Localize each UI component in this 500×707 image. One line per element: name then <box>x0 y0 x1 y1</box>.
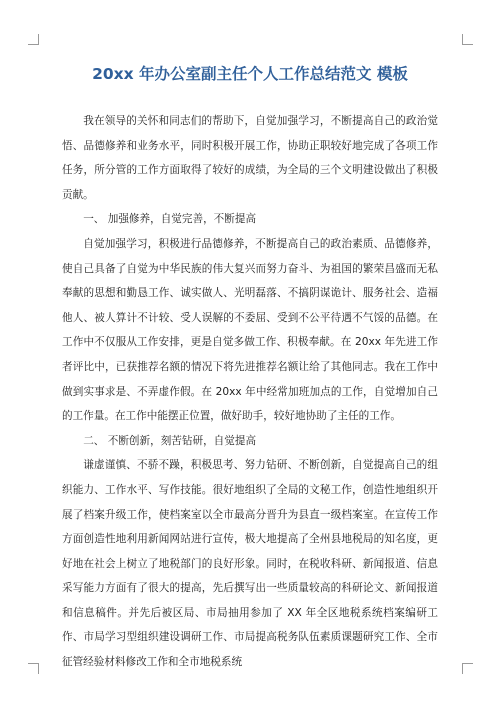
document-page <box>62 60 438 675</box>
crop-mark-bottom-left <box>28 663 39 674</box>
document-title: 20xx 年办公室副主任个人工作总结范文 模板 <box>92 65 408 83</box>
crop-mark-top-right <box>462 34 473 45</box>
section-2-heading: 二、 不断创新，刻苦钻研，自觉提高 <box>83 434 257 447</box>
section-1-body: 自觉加强学习，积极进行品德修养，不断提高自己的政治素质、品德修养，使自己具备了自觉为中华民族的伟大复兴而努力奋斗、为祖国的繁荣昌盛而无私奉献的思想和勤恳工作、诚实做人、光明磊落、不搞阴谋诡计、服务社会、造福他人、被人算计不计较、受人误解的不委屈、受到不公平待遇不气馁的品德。在工作中不仅服从工作安排，更是自觉多做工作、积极奉献。在 20xx 年先进工作者评比中，已获推荐名额的情况下将先进推荐名额让给了其他同志。我在工作中做到实事求是、不弄虚作假。在 20xx 年中经常加班加点的工作，自觉增加自己的工作量。在工作中能摆正位置，做好助手，较好地协助了主任的工作。 <box>62 237 438 423</box>
crop-mark-top-left <box>28 34 39 45</box>
section-2-body: 谦虚谨慎、不骄不躁，积极思考、努力钻研、不断创新，自觉提高自己的组织能力、工作水平、写作技能。很好地组织了全局的文秘工作，创造性地组织开展了档案升级工作，使档案室以全市最高分晋升为县直一级档案室。在宣传工作方面创造性地利用新闻网站进行宣传，极大地提高了全州县地税局的知名度，更好地在社会上树立了地税部门的良好形象。同时，在税收科研、新闻报道、信息采写能力方面有了很大的提高，先后撰写出一些质量较高的科研论文、新闻报道和信息稿件。并先后被区局、市局抽用参加了 XX 年全区地税系统档案编研工作、市局学习型组织建设调研工作、市局提高税务队伍素质课题研究工作、全市征管经验材料修改工作和全市地税系统 <box>62 459 438 669</box>
section-1-heading: 一、 加强修养，自觉完善，不断提高 <box>83 213 257 226</box>
crop-mark-bottom-right <box>462 663 473 674</box>
intro-paragraph: 我在领导的关怀和同志们的帮助下，自觉加强学习，不断提高自己的政治觉悟、品德修养和业务水平，同时积极开展工作，协助正职较好地完成了各项工作任务，所分管的工作方面取得了较好的成绩，为全局的三个文明建设做出了积极贡献。 <box>62 115 438 201</box>
